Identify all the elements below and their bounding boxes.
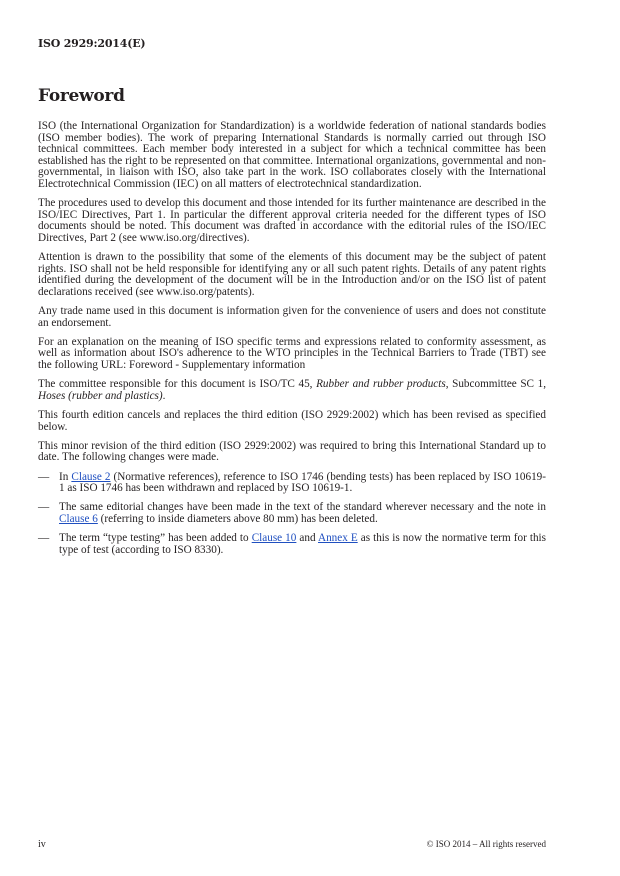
page-title: Foreword [38,86,125,106]
clause-2-link[interactable]: Clause 2 [71,470,111,483]
text: and [296,532,318,545]
list-item [38,533,546,556]
clause-6-link[interactable]: Clause 6 [59,512,98,525]
text: In [59,470,72,483]
paragraph-trade-name: Any trade name used in this document is information given for the convenience of users and does not constitute an endorsement. [38,305,546,329]
paragraph-revision: This minor revision of the third edition (ISO 2929:2002) was required to bring this International Standard up to date. The following changes were made. [38,439,546,464]
page-number: iv [38,839,46,850]
changes-list [38,472,546,557]
copyright-notice: © ISO 2014 – All rights reserved [426,839,546,849]
paragraph-procedures: The procedures used to develop this document and those intended for its further maintenance are described in the ISO/IEC Directives, Part 1. In particular the different approval criteria needed for the different types of ISO documents should be noted. This document was drafted in accordance with the editorial rules of the ISO/IEC Directives, Part 2 (see www.iso.org/directives). [38,197,546,244]
list-item [38,472,546,495]
text: The same editorial changes have been made in the text of the standard wherever necessary and the note in [59,501,546,514]
text: (referring to inside diameters above 80 mm) has been deleted. [97,512,378,525]
text: The committee responsible for this document is ISO/TC 45, [38,378,317,391]
paragraph-committee [38,379,546,402]
paragraph-conformity: For an explanation on the meaning of ISO specific terms and expressions related to conformity assessment, as well as information about ISO's adherence to the WTO principles in the Technical Barriers to Trade (TBT) see the following URL: Foreword - Supplementary information [38,335,546,372]
committee-name: Rubber and rubber products [316,378,446,391]
dash-bullet: — [38,470,50,483]
foreword-body [38,121,546,564]
list-item [38,502,546,525]
text: (Normative references), reference to ISO 1746 (bending tests) has been replaced by ISO 10619-1 as ISO 1746 has been withdrawn and replaced by ISO 10619-1. [59,470,547,495]
dash-bullet: — [38,532,50,545]
paragraph-patents: Attention is drawn to the possibility that some of the elements of this document may be the subject of patent rights. ISO shall not be held responsible for identifying any or all such patent rights. Details of any patent rights identified during the development of the document will be in the Introduction and/or on the ISO list of patent declarations received (see www.iso.org/patents). [38,251,546,298]
dash-bullet: — [38,501,50,514]
text: The term “type testing” has been added to [59,532,252,545]
subcommittee-name: Hoses (rubber and plastics) [38,389,163,402]
clause-10-link[interactable]: Clause 10 [251,532,297,545]
text: . [162,389,166,402]
text: as this is now the normative term for this type of test (according to ISO 8330). [59,532,546,556]
text: , Subcommittee SC 1, [445,378,546,391]
document-id: ISO 2929:2014(E) [38,37,146,50]
paragraph-iso-intro: ISO (the International Organization for Standardization) is a worldwide federation of national standards bodies (ISO member bodies). The work of preparing International Standards is normally carried out through ISO technical committees. Each member body interested in a subject for which a technical committee has been established has the right to be represented on that committee. International organizations, governmental and non-governmental, in liaison with ISO, also take part in the work. ISO collaborates closely with the International Electrotechnical Commission (IEC) on all matters of electrotechnical standardization. [38,120,546,190]
annex-e-link[interactable]: Annex E [318,532,358,545]
paragraph-edition: This fourth edition cancels and replaces the third edition (ISO 2929:2002) which has been revised as specified below. [38,409,546,433]
